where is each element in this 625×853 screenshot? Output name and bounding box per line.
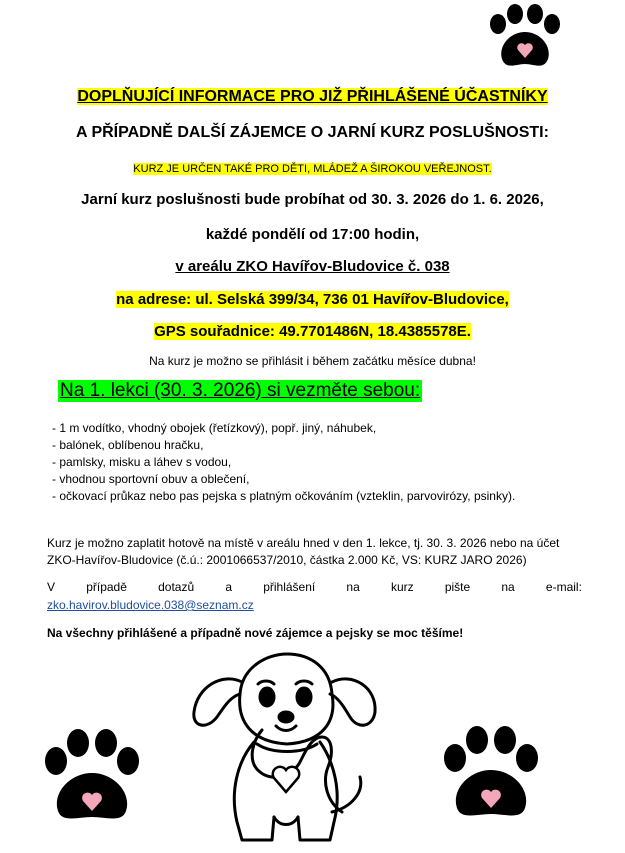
title-line-2: A PŘÍPADNĚ DALŠÍ ZÁJEMCE O JARNÍ KURZ POSLUŠNOSTI: bbox=[76, 124, 549, 141]
gps-coordinates: GPS souřadnice: 49.7701486N, 18.4385578E. bbox=[154, 323, 471, 340]
dog-illustration bbox=[182, 642, 387, 847]
list-item: - 1 m vodítko, vhodný obojek (řetízkový), popř. jiný, náhubek, bbox=[52, 421, 377, 435]
heart-icon bbox=[273, 767, 299, 792]
contact-line bbox=[47, 580, 582, 594]
lesson-heading: Na 1. lekci (30. 3. 2026) si vezměte sebou: bbox=[60, 380, 421, 401]
payment-info: Kurz je možno zaplatit hotově na místě v areálu hned v den 1. lekce, tj. 30. 3. 2026 nebo na účet ZKO-Havířov-Bludovice (č.ú.: 2001066537/2010, částka 2.000 Kč, VS: KURZ JARO 2026) bbox=[47, 536, 560, 567]
contact-word: přihlášení bbox=[263, 580, 316, 594]
contact-word: kurz bbox=[390, 580, 414, 594]
contact-word: na bbox=[346, 580, 360, 594]
title-line-1: DOPLŇUJÍCÍ INFORMACE PRO JIŽ PŘIHLÁŠENÉ ÚČASTNÍKY bbox=[77, 88, 548, 105]
contact-word: dotazů bbox=[158, 580, 195, 594]
contact-word: V bbox=[47, 580, 56, 594]
course-time: každé pondělí od 17:00 hodin, bbox=[205, 226, 420, 243]
list-item: - očkovací průkaz nebo pas pejska s platným očkováním (vzteklin, parvovirózy, psinky). bbox=[52, 489, 516, 503]
course-dates: Jarní kurz poslušnosti bude probíhat od 30. 3. 2026 do 1. 6. 2026, bbox=[81, 191, 544, 208]
contact-word: na bbox=[501, 580, 515, 594]
course-address: na adrese: ul. Selská 399/34, 736 01 Havířov-Bludovice, bbox=[116, 291, 509, 308]
paw-icon-bottom-right bbox=[437, 722, 547, 822]
closing-text: Na všechny přihlášené a případně nové zájemce a pejsky se moc těšíme! bbox=[47, 626, 464, 640]
subtitle: KURZ JE URČEN TAKÉ PRO DĚTI, MLÁDEŽ A ŠIROKOU VEŘEJNOST. bbox=[133, 163, 492, 175]
contact-word: pište bbox=[444, 580, 471, 594]
register-note: Na kurz je možno se přihlásit i během začátku měsíce dubna! bbox=[149, 354, 476, 368]
list-item: - balónek, oblíbenou hračku, bbox=[52, 438, 204, 452]
contact-word: e-mail: bbox=[545, 580, 582, 594]
bring-list bbox=[52, 420, 515, 505]
paw-icon-bottom-left bbox=[38, 725, 148, 825]
course-location: v areálu ZKO Havířov-Bludovice č. 038 bbox=[175, 258, 450, 275]
list-item: - vhodnou sportovní obuv a oblečení, bbox=[52, 472, 250, 486]
paw-icon-top-right bbox=[480, 4, 570, 70]
list-item: - pamlsky, misku a láhev s vodou, bbox=[52, 455, 232, 469]
contact-word: a bbox=[225, 580, 232, 594]
contact-word: případě bbox=[86, 580, 127, 594]
email-link[interactable]: zko.havirov.bludovice.038@seznam.cz bbox=[47, 598, 254, 612]
